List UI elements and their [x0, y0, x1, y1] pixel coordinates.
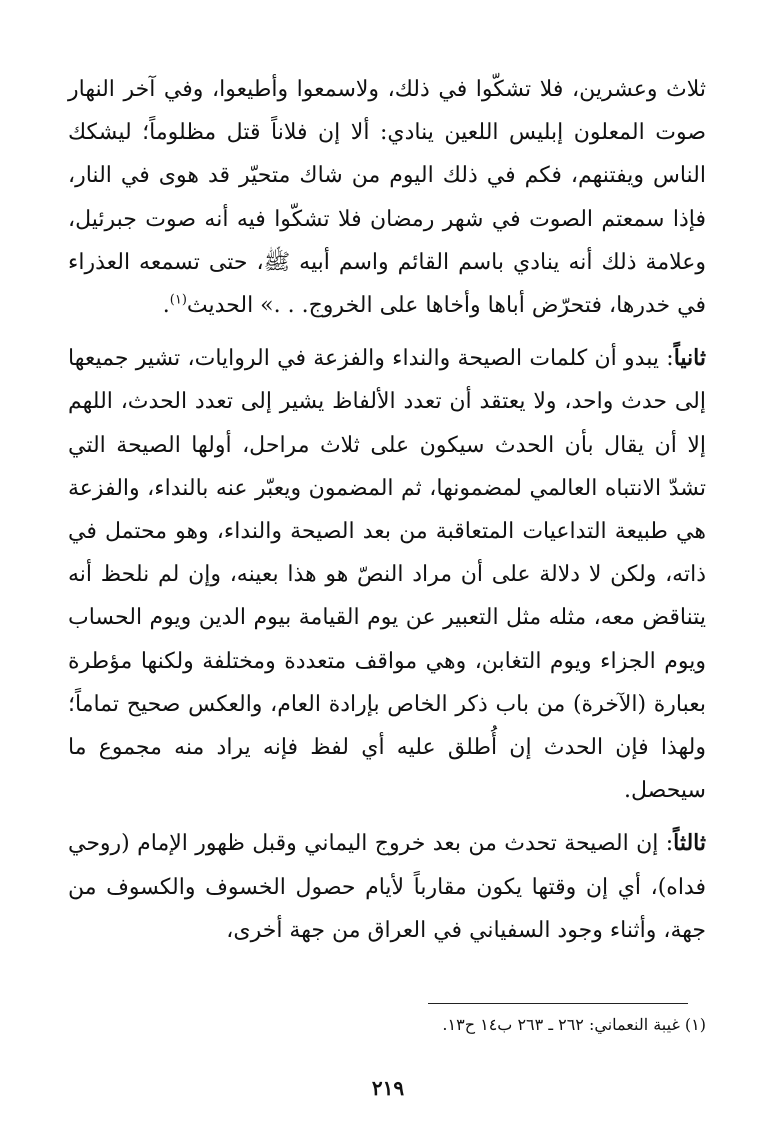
paragraph-1	[68, 68, 706, 327]
paragraph-3-lead: ثالثاً	[673, 830, 706, 857]
footnote-reference: (١)	[169, 292, 187, 308]
paragraph-2-lead: ثانياً	[673, 345, 706, 372]
paragraph-3-text: : إن الصيحة تحدث من بعد خروج اليماني وقبل ظهور الإمام (روحي فداه)، أي إن وقتها يكون مقارباً لأيام حصول الخسوف والكسوف من جهة، وأثناء وجود السفياني في العراق من جهة أخرى،	[68, 831, 706, 943]
paragraph-1-text: ثلاث وعشرين، فلا تشكّوا في ذلك، ولاسمعوا وأطيعوا، وفي آخر النهار صوت المعلون إبليس اللعين ينادي: ألا إن فلاناً قتل مظلوماً؛ ليشكك الناس ويفتنهم، فكم في ذلك اليوم من شاك متحيّر قد هوى في النار، فإذا سمعتم الصوت في شهر رمضان فلا تشكّوا فيه أنه صوت جبرئيل، وعلامة ذلك أنه ينادي باسم القائم واسم أبيه ﷺ، حتى تسمعه العذراء في خدرها، فتحرّض أباها وأخاها على الخروج. . .» الحديث	[68, 77, 706, 319]
page-number: ٢١٩	[371, 1076, 405, 1100]
main-text	[68, 68, 706, 952]
footnote: (١) غيبة النعماني: ٢٦٢ ـ ٢٦٣ ب١٤ ح١٣.	[442, 1015, 706, 1034]
footnote-divider	[428, 1003, 688, 1004]
paragraph-1-end: .	[162, 293, 170, 319]
paragraph-3	[68, 822, 706, 952]
paragraph-2-text: : يبدو أن كلمات الصيحة والنداء والفزعة في الروايات، تشير جميعها إلى حدث واحد، ولا يعتقد أن تعدد الألفاظ يشير إلى تعدد الحدث، اللهم إلا أن يقال بأن الحدث سيكون على ثلاث مراحل، أولها الصيحة التي تشدّ الانتباه العالمي لمضمونها، ثم المضمون ويعبّر عنه بالنداء، والفزعة هي طبيعة التداعيات المتعاقبة من بعد الصيحة والنداء، وهو محتمل في ذاته، ولكن لا دلالة على أن مراد النصّ هو هذا بعينه، وإن لم نلحظ أنه يتناقض معه، مثله مثل التعبير عن يوم القيامة بيوم الدين ويوم الحساب ويوم الجزاء ويوم التغابن، وهي مواقف متعددة ومختلفة ولكنها مؤطرة بعبارة (الآخرة) من باب ذكر الخاص بإرادة العام، والعكس صحيح تماماً؛ ولهذا فإن الحدث إن أُطلق عليه أي لفظ فإنه يراد منه مجموع ما سيحصل.	[68, 346, 706, 804]
paragraph-2	[68, 337, 706, 812]
